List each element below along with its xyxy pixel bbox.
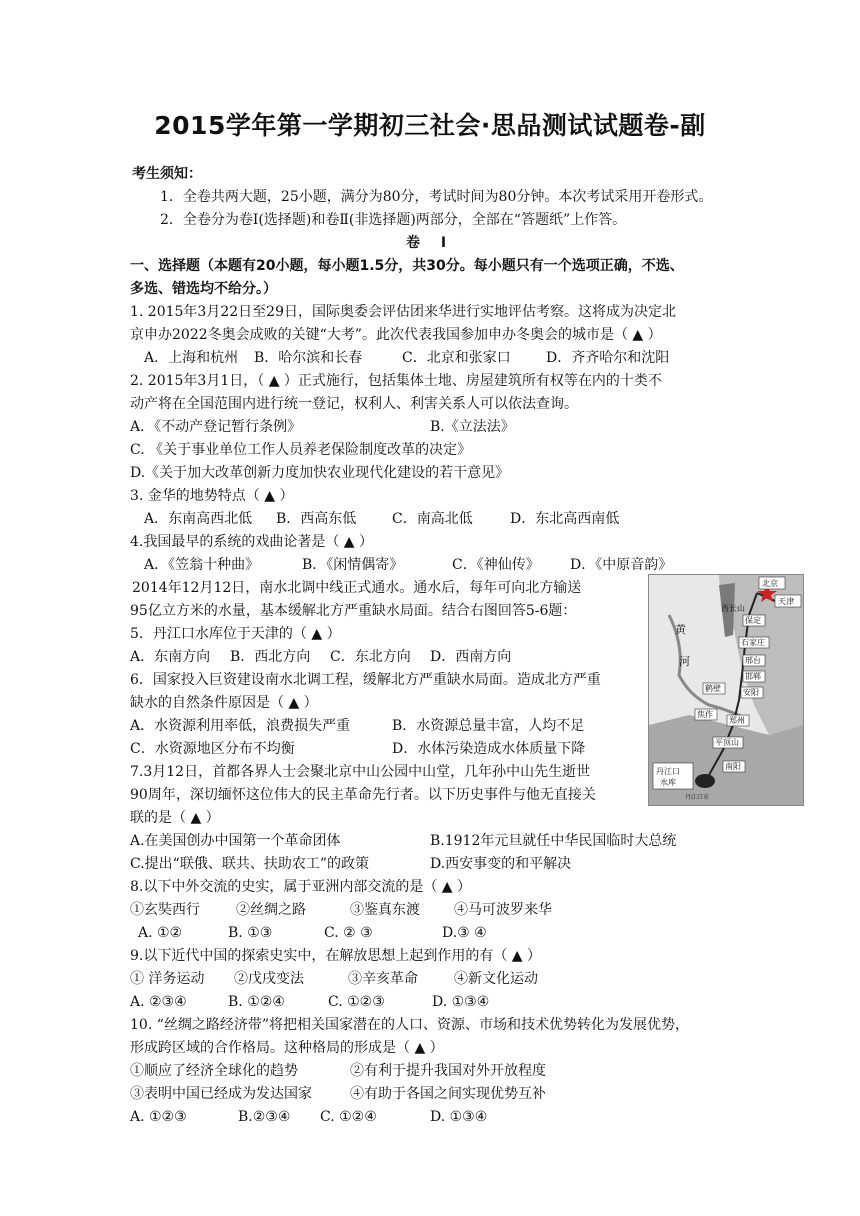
q7-option-c: C.提出“联俄、联共、扶助农工”的政策 <box>130 856 369 872</box>
q1-option-b: B．哈尔滨和长春 <box>254 350 363 366</box>
reservoir-shape <box>695 774 715 788</box>
q9-option-b: B. ①②④ <box>228 994 285 1010</box>
city-tianjin: 天津 <box>778 597 794 606</box>
q8-item-3: ③鉴真东渡 <box>350 902 420 918</box>
question-8-options <box>138 922 487 944</box>
question-2-line-1: 2. 2015年3月1日，（ ▲ ）正式施行，包括集体土地、房屋建筑所有权等在内的十类不 <box>130 373 662 389</box>
question-7-line-3: 联的是（ ▲ ） <box>130 810 220 826</box>
q5-option-c: C．东北方向 <box>330 649 411 665</box>
question-6-line-1: 6．国家投入巨资建设南水北调工程，缓解北方严重缺水局面。造成北方严重 <box>130 672 601 688</box>
question-5-line-1: 5．丹江口水库位于天津的（ ▲ ） <box>130 626 341 642</box>
question-7-line-2: 90周年，深切缅怀这位伟大的民主革命先行者。以下历史事件与他无直接关 <box>130 787 596 803</box>
city-zhengzhou: 郑州 <box>729 716 745 725</box>
city-baoding: 保定 <box>745 616 761 625</box>
q7-option-a: A.在美国创办中国第一个革命团体 <box>130 833 341 849</box>
q1-option-a: A．上海和杭州 <box>144 350 239 366</box>
city-xingtai: 邢台 <box>745 656 761 665</box>
q5-option-a: A．东南方向 <box>130 649 211 665</box>
map-region-label: 西长山 <box>721 604 745 613</box>
q2-option-c: C. 《关于事业单位工作人员养老保险制度改革的决定》 <box>130 442 472 458</box>
q9-item-2: ②戊戌变法 <box>234 971 304 987</box>
city-jiaozuo: 焦作 <box>697 710 713 719</box>
reservoir-label-line-2: 水库 <box>660 778 676 787</box>
q7-option-d: D.西安事变的和平解决 <box>430 856 572 872</box>
question-7-line-1: 7.3月12日，首都各界人士会聚北京中山公园中山堂，几年孙中山先生逝世 <box>130 764 591 780</box>
q1-option-c: C．北京和张家口 <box>402 350 511 366</box>
q8-item-4: ④马可波罗来华 <box>454 902 552 918</box>
q9-option-c: C. ①②③ <box>328 994 385 1010</box>
q8-option-b: B. ①③ <box>228 925 273 941</box>
question-9-line-1: 9.以下近代中国的探索史实中，在解放思想上起到作用的有（ ▲ ） <box>130 948 542 964</box>
city-shijiazhuang: 石家庄 <box>741 638 765 647</box>
q9-option-d: D. ①③④ <box>432 994 490 1010</box>
city-pingdingshan: 平顶山 <box>715 738 739 747</box>
q10-item-4: ④有助于各国之间实现优势互补 <box>350 1086 546 1102</box>
q10-option-d: D. ①③④ <box>430 1109 488 1125</box>
q3-option-c: C．南高北低 <box>392 511 473 527</box>
q9-option-a: A. ②③④ <box>130 994 187 1010</box>
q9-item-1: ① 洋务运动 <box>130 971 205 987</box>
question-2-line-2: 动产将在全国范围内进行统一登记，权利人、利害关系人可以依法查询。 <box>130 396 578 412</box>
notice-heading: 考生须知： <box>132 166 202 182</box>
q3-option-b: B．西高东低 <box>276 511 357 527</box>
dam-label: 丹江口市 <box>685 794 710 801</box>
notice-item-2: 2．全卷分为卷Ⅰ(选择题)和卷Ⅱ(非选择题)两部分，全部在“答题纸”上作答。 <box>160 212 627 228</box>
q6-option-d: D．水体污染造成水体质量下降 <box>392 741 586 757</box>
city-hebi: 鹤壁 <box>705 684 721 693</box>
q4-option-a: A．《笠翁十种曲》 <box>144 557 260 573</box>
q10-option-b: B.②③④ <box>238 1109 291 1125</box>
question-9-options <box>130 991 489 1013</box>
reservoir-label-line-1: 丹江口 <box>656 767 680 776</box>
volume-heading: 卷 Ⅰ <box>405 235 455 251</box>
q8-option-d: D.③ ④ <box>442 925 487 941</box>
q4-option-b: B．《闲情偶寄》 <box>302 557 404 573</box>
q9-item-4: ④新文化运动 <box>454 971 538 987</box>
question-3-options <box>144 508 619 530</box>
q8-option-c: C. ② ③ <box>324 925 373 941</box>
q3-option-a: A．东南高西北低 <box>144 511 253 527</box>
question-8-line-1: 8.以下中外交流的史实，属于亚洲内部交流的是（ ▲ ） <box>130 879 472 895</box>
q3-option-d: D．东北高西南低 <box>510 511 620 527</box>
q5-option-d: D．西南方向 <box>430 649 512 665</box>
q10-item-1: ①顺应了经济全球化的趋势 <box>130 1063 298 1079</box>
page-title: 2015学年第一学期初三社会·思品测试试题卷-副 <box>154 111 706 140</box>
q8-item-1: ①玄奘西行 <box>130 902 200 918</box>
intro-5-6-line-1: 2014年12月12日，南水北调中线正式通水。通水后，每年可向北方输送 <box>132 580 582 596</box>
intro-5-6-line-2: 95亿立方米的水量，基本缓解北方严重缺水局面。结合右图回答5-6题： <box>130 603 577 619</box>
question-5-options <box>130 646 511 668</box>
question-10-options <box>130 1106 487 1128</box>
question-3-line-1: 3. 金华的地势特点（ ▲ ） <box>130 488 294 504</box>
q2-option-d: D.《关于加大改革创新力度加快农业现代化建设的若干意见》 <box>130 465 510 481</box>
q6-option-b: B．水资源总量丰富，人均不足 <box>392 718 585 734</box>
question-4-line-1: 4.我国最早的系统的戏曲论著是（ ▲ ） <box>130 534 374 550</box>
question-4-options <box>144 554 672 576</box>
q7-option-b: B.1912年元旦就任中华民国临时大总统 <box>430 833 677 849</box>
city-anyang: 安阳 <box>743 688 759 697</box>
q6-option-c: C．水资源地区分布不均衡 <box>130 741 295 757</box>
q2-option-b: B.《立法法》 <box>430 419 515 435</box>
river-label-1: 黄 <box>675 623 686 636</box>
section-heading-line-1: 一、选择题（本题有20小题，每小题1.5分，共30分。每小题只有一个选项正确，不选、 <box>130 258 684 274</box>
question-10-line-2: 形成跨区域的合作格局。这种格局的形成是（ ▲ ） <box>130 1040 444 1056</box>
q4-option-c: C．《神仙传》 <box>452 557 540 573</box>
question-1-line-1: 1. 2015年3月22日至29日，国际奥委会评估团来华进行实地评估考察。这将成为决定北 <box>130 304 676 320</box>
q4-option-d: D．《中原音韵》 <box>570 557 673 573</box>
section-heading-line-2: 多选、错选均不给分。） <box>130 281 277 297</box>
q2-option-a: A．《不动产登记暂行条例》 <box>130 419 302 435</box>
notice-item-1: 1．全卷共两大题，25小题，满分为80分，考试时间为80分钟。本次考试采用开卷形式。 <box>160 189 713 205</box>
q1-option-d: D．齐齐哈尔和沈阳 <box>546 350 670 366</box>
q5-option-b: B．西北方向 <box>230 649 311 665</box>
q8-option-a: A. ①② <box>138 925 183 941</box>
q10-item-3: ③表明中国已经成为发达国家 <box>130 1086 312 1102</box>
q6-option-a: A．水资源利用率低，浪费损失严重 <box>130 718 351 734</box>
q8-item-2: ②丝绸之路 <box>236 902 306 918</box>
river-label-2: 河 <box>679 655 690 668</box>
city-beijing: 北京 <box>762 579 778 588</box>
question-1-line-2: 京申办2022冬奥会成败的关键“大考”。此次代表我国参加申办冬奥会的城市是（ ▲ ） <box>130 327 662 343</box>
question-10-line-1: 10. “丝绸之路经济带”将把相关国家潜在的人口、资源、市场和技术优势转化为发展优势， <box>130 1017 690 1033</box>
question-8-items <box>130 899 552 921</box>
q10-option-c: C. ①②④ <box>320 1109 377 1125</box>
city-nanyang: 南阳 <box>725 762 741 771</box>
question-1-options <box>144 347 669 369</box>
q10-item-2: ②有利于提升我国对外开放程度 <box>350 1063 546 1079</box>
question-6-line-2: 缺水的自然条件原因是（ ▲ ） <box>130 695 318 711</box>
map-svg <box>649 575 803 805</box>
question-9-items <box>130 968 538 990</box>
q10-option-a: A. ①②③ <box>130 1109 187 1125</box>
city-handan: 邯郸 <box>745 672 761 681</box>
q9-item-3: ③辛亥革命 <box>348 971 418 987</box>
south-north-water-map <box>648 574 804 806</box>
